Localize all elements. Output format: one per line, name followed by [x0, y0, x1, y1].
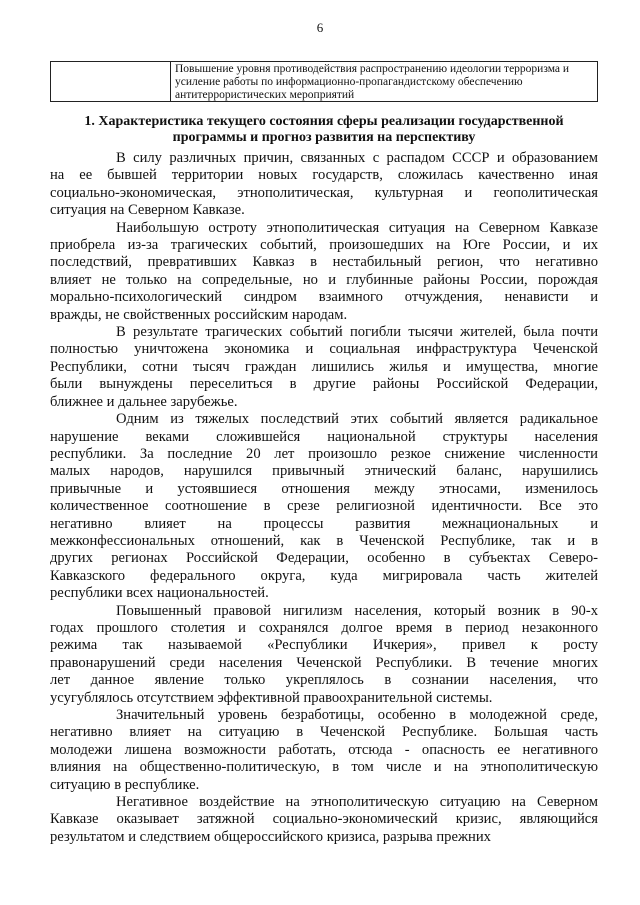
text-line: морально-психологический синдром взаимного отчуждения, ненависти и	[50, 289, 598, 306]
text-line: ситуация на Северном Кавказе.	[50, 202, 245, 219]
text-line: Кавказе оказывает затяжной социально-экономический кризис, являющийся	[50, 811, 598, 828]
section-heading: 1. Характеристика текущего состояния сферы реализации государственной программы и прогноз развития на перспективу	[84, 114, 564, 145]
text-line: полностью уничтожена экономика и социальная инфраструктура Чеченской	[50, 341, 598, 358]
text-line: приобрела из-за трагических событий, произошедших на Юге России, и их	[50, 237, 598, 254]
text-line: нарушение веками сложившейся национальной структуры населения	[50, 428, 598, 445]
text-line: Одним из тяжелых последствий этих событий является радикальное	[116, 411, 598, 428]
text-line: усугублялось отсутствием эффективной правоохранительной системы.	[50, 689, 493, 706]
table-cell-empty	[51, 62, 171, 101]
text-line: годах прошлого столетия и сохранялся долгое время в период незаконного	[50, 619, 598, 636]
table-cell-text: Повышение уровня противодействия распространению идеологии терроризма и усиление работы по информационно-пропагандистскому обеспечению антитеррористических мероприятий	[175, 63, 570, 102]
text-line: молодежи лишена возможности работать, отсюда - опасность ее негативного	[50, 741, 598, 758]
body-text	[50, 150, 598, 846]
text-line: республики. За последние 20 лет произошло резкое снижение численности	[50, 445, 598, 462]
text-line: В силу различных причин, связанных с распадом СССР и образованием	[116, 150, 598, 166]
text-line: Значительный уровень безработицы, особенно в молодежной среде,	[116, 707, 598, 723]
text-line: результатом и следствием общероссийского кризиса, разрыва прежних	[50, 828, 491, 845]
text-line: Негативное воздействие на этнополитическую ситуацию на Северном	[116, 794, 598, 811]
text-line: ситуацию в республике.	[50, 776, 200, 793]
text-line: негативно влияет на процессы развития межнациональных и	[50, 515, 598, 532]
text-line: были вынуждены переселиться в другие районы Российской Федерации,	[50, 376, 598, 393]
text-line: других регионах Российской Федерации, особенно в субъектах Северо-	[50, 550, 598, 567]
text-line: количественное соотношение в срезе религиозной идентичности. Все это	[50, 498, 598, 515]
text-line: негативно влияет на ситуацию в Чеченской Республике. Большая часть	[50, 724, 598, 741]
text-line: лет данное явление только укреплялось в сознании населения, что	[50, 672, 598, 689]
text-line: влияет не только на сопредельные, но и глубинные районы России, порождая	[50, 271, 598, 288]
text-line: малых народов, нарушился привычный этнический баланс, нарушились	[50, 463, 598, 480]
text-line: Кавказского федерального округа, куда мигрировала часть жителей	[50, 567, 598, 584]
text-line: правонарушений среди населения Чеченской Республики. В течение многих	[50, 654, 598, 671]
text-line: В результате трагических событий погибли тысячи жителей, была почти	[116, 324, 598, 341]
text-line: социально-экономическая, этнополитическая, культурная и геополитическая	[50, 184, 598, 201]
text-line: на ее бывшей территории новых государств, сложилась качественно иная	[50, 167, 598, 184]
text-line: Повышенный правовой нигилизм населения, который возник в 90-х	[116, 602, 598, 619]
text-line: последствий, превративших Кавказ в нестабильный регион, что негативно	[50, 254, 598, 271]
text-line: привычные и устоявшиеся отношения между этносами, изменилось	[50, 480, 598, 497]
text-line: ближнее и дальнее зарубежье.	[50, 393, 238, 410]
text-line: Наибольшую остроту этнополитическая ситуация на Северном Кавказе	[116, 219, 598, 236]
text-line: межконфессиональных отношений, как в Чеченской Республике, так и в	[50, 532, 598, 549]
text-line: режима так называемой «Республики Ичкерия», привел к росту	[50, 637, 598, 654]
table-fragment	[50, 61, 598, 102]
text-line: вражды, не свойственных российским народам.	[50, 306, 348, 323]
page-number: 6	[316, 20, 324, 35]
text-line: влияния на общественно-политическую, в том числе и на этнополитическую	[50, 759, 598, 776]
text-line: Республики, сотни тысяч граждан лишились жилья и имущества, многие	[50, 358, 598, 375]
text-line: республики всех национальностей.	[50, 585, 269, 602]
